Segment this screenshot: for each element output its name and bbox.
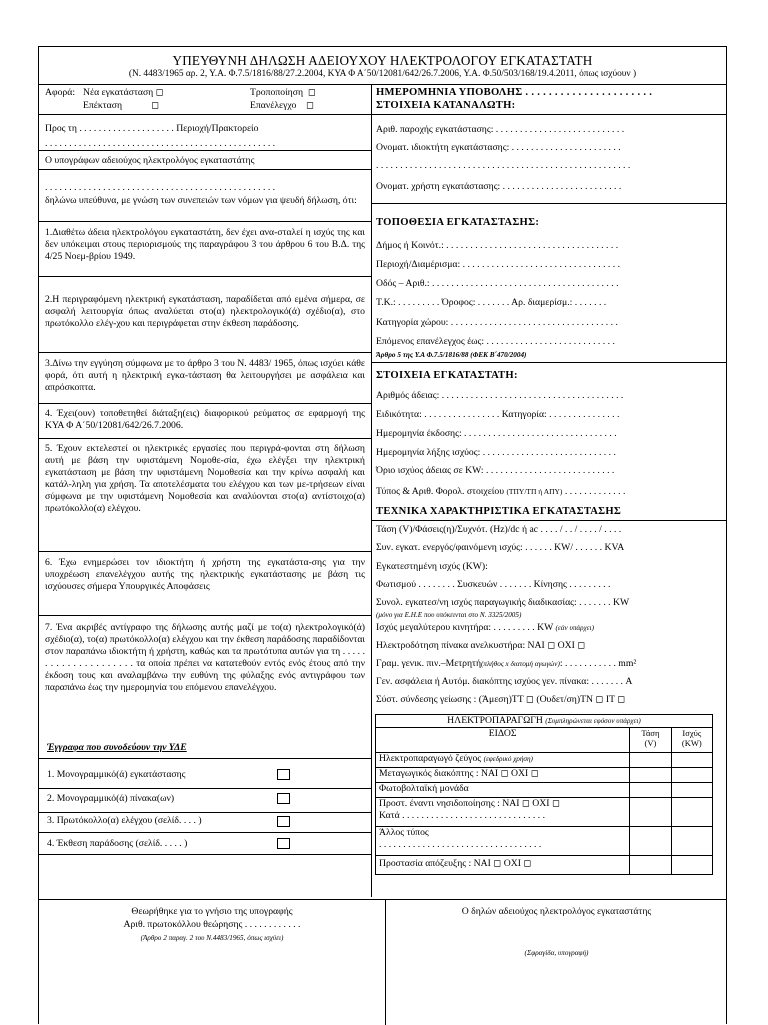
divider [39, 150, 371, 151]
col-power-unit: (KW) [681, 738, 702, 748]
table-row[interactable] [376, 856, 713, 875]
signature-divider [385, 900, 386, 1025]
installed-power-label: Εγκατεστημένη ισχύς (KW): [376, 561, 488, 572]
signatory-label: Ο υπογράφων αδειούχος ηλεκτρολόγος εγκαταστάτης [45, 155, 255, 166]
largest-motor-label: Ισχύς μεγαλύτερου κινητήρα: . . . . . . . . . KW [376, 622, 554, 633]
col-voltage-unit: (V) [644, 738, 657, 748]
divider [39, 352, 371, 353]
row-label: Άλλος τύπος [379, 827, 429, 838]
divider [39, 114, 371, 115]
main-line-dots: : . . . . . . . . . . . mm² [559, 658, 637, 669]
attached-docs-title: Έγγραφα που συνοδεύουν την ΥΔΕ [47, 742, 187, 753]
doc-item-3: 3. Πρωτόκολλο(α) ελέγχου (σελίδ. . . . ) [47, 815, 202, 826]
table-cell [376, 827, 630, 856]
supply-number-field[interactable]: Αριθ. παροχής εγκατάστασης: . . . . . . . . . . . . . . . . . . . . . . . . . . . [376, 124, 625, 135]
owner-name-field[interactable]: Ονοματ. ιδιοκτήτη εγκατάστασης: . . . . . . . . . . . . . . . . . . . . . . . [376, 142, 621, 153]
table-row[interactable] [376, 798, 713, 827]
extension-label: Επέκταση [83, 100, 123, 111]
main-line-label: Γραμ. γενικ. πιν.–Μετρητή [376, 658, 482, 669]
submission-date-field[interactable]: ΗΜΕΡΟΜΗΝΙΑ ΥΠΟΒΟΛΗΣ . . . . . . . . . . . . . . . . . . . . . . [376, 87, 653, 98]
specialty-field[interactable]: Ειδικότητα: . . . . . . . . . . . . . . . . Κατηγορία: . . . . . . . . . . . . . . . [376, 409, 620, 420]
power-limit-field[interactable]: Όριο ισχύος άδειας σε KW: . . . . . . . . . . . . . . . . . . . . . . . . . . . [376, 465, 615, 476]
elevator-supply-field[interactable]: Ηλεκτροδότηση πίνακα ανελκυστήρα: ΝΑΙ ◻ ΟΧΙ ◻ [376, 640, 586, 651]
production-power-note: (μόνο για Ε.Η.Ε που υπόκεινται στο Ν. 3325/2005) [376, 611, 522, 619]
divider [39, 812, 371, 813]
checkbox-icon[interactable]: ◻ [155, 87, 164, 98]
checkbox-icon[interactable]: ◻ [151, 100, 160, 111]
next-inspection-note: Άρθρο 5 της Υ.Α Φ.7.5/1816/88 (ΦΕΚ Β΄470/2004) [376, 351, 527, 359]
divider [39, 276, 371, 277]
tax-document-label: Τύπος & Αριθ. Φορολ. στοιχείου [376, 486, 505, 497]
divider [371, 362, 726, 363]
technical-heading: ΤΕΧΝΙΚΑ ΧΑΡΑΚΤΗΡΙΣΤΙΚΑ ΕΓΚΑΤΑΣΤΑΣΗΣ [376, 506, 622, 517]
doc-item-2: 2. Μονογραμμικό(ά) πίνακα(ων) [47, 793, 175, 804]
row-dots: . . . . . . . . . . . . . . . . . . . . . . . . . . . . . . . . . . [379, 839, 542, 850]
main-line-note: (πλήθος x διατομή αγωγών) [481, 660, 560, 668]
row-label: Προστ. έναντι νησιδοποίησης : ΝΑΙ ◻ ΟΧΙ ◻ [379, 798, 560, 809]
table-row[interactable] [376, 827, 713, 856]
row-label: Φωτοβολταϊκή μονάδα [376, 783, 630, 798]
divider [39, 854, 371, 855]
declarant-label: Ο δηλών αδειούχος ηλεκτρολόγος εγκαταστάτης [461, 906, 652, 917]
divider [371, 520, 726, 521]
active-power-field[interactable]: Συν. εγκατ. ενεργός/φαινόμενη ισχύς: . . . . . . KW/ . . . . . . KVA [376, 542, 625, 553]
street-field[interactable]: Οδός – Αριθ.: . . . . . . . . . . . . . . . . . . . . . . . . . . . . . . . . . . . . . . . [376, 278, 619, 289]
divider [371, 114, 726, 115]
stamp-signature-area[interactable]: (Σφραγίδα, υπογραφή) [524, 949, 589, 957]
form-title: ΥΠΕΥΘΥΝΗ ΔΗΛΩΣΗ ΑΔΕΙΟΥΧΟΥ ΗΛΕΚΤΡΟΛΟΓΟΥ ΕΓΚΑΤΑΣΤΑΤΗ [172, 53, 593, 68]
installer-heading: ΣΤΟΙΧΕΙΑ ΕΓΚΑΤΑΣΤΑΤΗ: [376, 370, 518, 381]
clause-6: 6. Έχω ενημερώσει τον ιδιοκτήτη ή χρήστη της εγκατάστα-σης για την υποχρέωση επανελέγχου αυτής της ηλεκτρικής εγκατάστασης με βάση τις ισχύουσες σήμερα Υπουργικές Αποφάσεις [45, 557, 365, 592]
modification-label: Τροποποίηση [250, 87, 304, 98]
clause-2: 2.Η περιγραφόμενη ηλεκτρική εγκατάσταση, παραδίδεται από εμένα σήμερα, σε ασφαλή λειτουργία όπως αναλύεται στο(α) ηλεκτρολογικό(ά) σχέδιο(α), στο πρωτόκολλο ελέγ-χου και περιγράφεται στην έκθεση παράδοσης. [45, 294, 365, 329]
grounding-system-field[interactable]: Σύστ. σύνδεσης γείωσης : (Άμεση)TT ◻ (Ουδετ/ση)TN ◻ IT ◻ [376, 694, 626, 705]
issue-date-field[interactable]: Ημερομηνία έκδοσης: . . . . . . . . . . . . . . . . . . . . . . . . . . . . . . . . [376, 428, 617, 439]
generation-title: ΗΛΕΚΤΡΟΠΑΡΑΓΩΓΗ [447, 715, 543, 726]
municipality-field[interactable]: Δήμος ή Κοινότ.: . . . . . . . . . . . . . . . . . . . . . . . . . . . . . . . . . . . . [376, 240, 619, 251]
postcode-floor-field[interactable]: Τ.Κ.: . . . . . . . . . Όροφος: . . . . . . . Αρ. διαμερίσμ.: . . . . . . . [376, 297, 607, 308]
voltage-cell[interactable] [630, 798, 671, 827]
space-category-field[interactable]: Κατηγορία χώρου: . . . . . . . . . . . . . . . . . . . . . . . . . . . . . . . . . . . [376, 317, 618, 328]
divider [39, 169, 371, 170]
doc-checkbox-4[interactable] [277, 838, 290, 849]
voltage-cell[interactable] [630, 768, 671, 783]
divider [371, 203, 726, 204]
clause-1: 1.Διαθέτω άδεια ηλεκτρολόγου εγκαταστάτη, δεν έχει ανα-σταλεί η ισχύς της και δεν υπόκειμαι στους περιορισμούς της παραγράφου 3 του άρθρου 6 του Β.Δ. της 4/25 Νοεμ-βρίου 1949. [45, 227, 365, 262]
col-voltage-label: Τάση [641, 728, 660, 738]
doc-item-1: 1. Μονογραμμικό(ά) εγκατάστασης [47, 769, 186, 780]
doc-item-4: 4. Έκθεση παράδοσης (σελίδ. . . . . ) [47, 838, 188, 849]
clause-3: 3.Δίνω την εγγύηση σύμφωνα με το άρθρο 3 του Ν. 4483/ 1965, όπως ισχύει κάθε φορά, ότι αυτή η ηλεκτρική εγκα-τάσταση θα λειτουργήσει με ασφάλεια και απρόσκοπτα. [45, 358, 365, 393]
option-extension[interactable] [83, 100, 159, 112]
afora-label: Αφορά: [45, 87, 76, 98]
clause-5: 5. Έχουν εκτελεστεί οι ηλεκτρικές εργασίες που περιγρά-φονται στη δήλωση αυτή με βάση την υφιστάμενη Νομοθε-σία, έχω ελέγξει την ηλεκτρική εγκατάσταση με βάση την υφιστάμενη Νομοθεσία και την κρίνω ασφαλή και κατάλ-ληλη για χρήση. Τα αποτελέσματα του ελέγχου και των με-τρήσεων είναι σύμφωνα με την υφιστάμενη Νομοθεσία και αναλύονται στο(α) αντίστοιχο(α) πρωτόκολλο(α) ελέγχου. [45, 443, 365, 514]
column-divider [371, 84, 372, 897]
tax-document-field[interactable] [376, 486, 625, 498]
divider [39, 221, 371, 222]
license-number-field[interactable]: Αριθμός άδειας: . . . . . . . . . . . . . . . . . . . . . . . . . . . . . . . . . . . . . . [376, 390, 624, 401]
power-cell[interactable] [671, 798, 712, 827]
largest-motor-note: (εάν υπάρχει) [555, 624, 594, 632]
divider [39, 832, 371, 833]
voltage-cell[interactable] [630, 856, 671, 875]
table-row[interactable] [376, 753, 713, 768]
table-row[interactable] [376, 768, 713, 783]
dots-line[interactable]: . . . . . . . . . . . . . . . . . . . . . . . . . . . . . . . . . . . . . . . . . . . . . . . . [45, 138, 276, 149]
signature-section [38, 899, 727, 1024]
clause-7: 7. Ένα ακριβές αντίγραφο της δήλωσης αυτής μαζί με το(α) ηλεκτρολογικό(ά) σχέδιο(α), το(α) πρωτόκολλο(α) ελέγχου και την έκθεση παράδοσης παραδίδονται στον παραπάνω ιδιοκτήτη ή χρήστη, καθώς και τα πρωτότυπα αυτών για τη . . . . . . . . . . . . . . . . . . . . . τα οποία πρέπει να κατατεθούν εντός ενός έτους από την έκδοση τους και αναλαμβάνω την ευθύνη της φύλαξης ενός αντιγράφου των παραπάνω έως την ημερομηνία του επόμενου επανελέγχου. [45, 622, 365, 693]
next-inspection-field[interactable]: Επόμενος επανέλεγχος έως: . . . . . . . . . . . . . . . . . . . . . . . . . . . [376, 336, 615, 347]
verification-note: (Άρθρο 2 παραγ. 2 του Ν.4483/1965, όπως ισχύει) [140, 934, 284, 942]
table-cell [376, 753, 630, 768]
generation-table [375, 714, 713, 875]
power-cell[interactable] [671, 753, 712, 768]
consumer-heading: ΣΤΟΙΧΕΙΑ ΚΑΤΑΝΑΛΩΤΗ: [376, 100, 516, 111]
production-power-field[interactable]: Συνολ. εγκατεσ/νη ισχύς παραγωγικής διαδικασίας: . . . . . . . KW [376, 597, 630, 608]
generation-header [376, 715, 713, 728]
checkbox-icon[interactable]: ◻ [306, 100, 315, 111]
power-cell[interactable] [671, 768, 712, 783]
col-power [671, 728, 712, 753]
power-cell[interactable] [671, 856, 712, 875]
divider [39, 615, 371, 616]
option-reinspection[interactable] [250, 100, 314, 112]
row-label: Προστασία απόζευξης : ΝΑΙ ◻ ΟΧΙ ◻ [376, 856, 630, 875]
divider [39, 438, 371, 439]
protocol-number-field[interactable]: Αριθ. πρωτοκόλλου θεώρησης . . . . . . . . . . . . [123, 919, 301, 930]
declaration-form [38, 46, 727, 1024]
divider [39, 403, 371, 404]
row-label: Ηλεκτροπαραγωγό ζεύγος [379, 753, 482, 764]
location-heading: ΤΟΠΟΘΕΣΙΑ ΕΓΚΑΤΑΣΤΑΣΗΣ: [376, 217, 540, 228]
generation-note: (Συμπληρώνεται εφόσον υπάρχει) [545, 717, 641, 725]
table-row[interactable] [376, 783, 713, 798]
col-voltage [630, 728, 671, 753]
largest-motor-field[interactable] [376, 622, 594, 634]
divider [39, 551, 371, 552]
main-breaker-field[interactable]: Γεν. ασφάλεια ή Αυτόμ. διακόπτης ισχύος γεν. πίνακα: . . . . . . . A [376, 676, 633, 687]
option-new-install[interactable] [83, 87, 164, 99]
doc-checkbox-3[interactable] [277, 816, 290, 827]
col-power-label: Ισχύς [682, 728, 702, 738]
tax-document-dots: . . . . . . . . . . . . . [564, 486, 626, 497]
power-cell[interactable] [671, 827, 712, 856]
row-dots: Κατά . . . . . . . . . . . . . . . . . . . . . . . . . . . . . . [379, 810, 545, 821]
expiry-date-field[interactable]: Ημερομηνία λήξης ισχύος: . . . . . . . . . . . . . . . . . . . . . . . . . . . . [376, 447, 616, 458]
installer-name-field[interactable]: . . . . . . . . . . . . . . . . . . . . . . . . . . . . . . . . . . . . . . . . . . . . . . . . [45, 182, 276, 193]
row-label: Μεταγωγικός διακόπτης : ΝΑΙ ◻ ΟΧΙ ◻ [376, 768, 630, 783]
voltage-cell[interactable] [630, 753, 671, 768]
doc-checkbox-1[interactable] [277, 769, 290, 780]
area-field[interactable]: Περιοχή/Διαμέρισμα: . . . . . . . . . . . . . . . . . . . . . . . . . . . . . . . . . [376, 259, 621, 270]
voltage-field[interactable]: Τάση (V)/Φάσεις(η)/Συχνότ. (Hz)/dc ή ac . . . . / . . / . . . . / . . . . [376, 524, 622, 535]
divider [39, 758, 371, 759]
reinspection-label: Επανέλεγχο [250, 100, 297, 111]
tax-document-note: (ΤΠΥ/ΤΠ ή ΑΠΥ) [506, 487, 563, 496]
to-region-field[interactable]: Προς τη . . . . . . . . . . . . . . . . . . . . Περιοχή/Πρακτορείο [45, 123, 259, 134]
declaration-intro: δηλώνω υπεύθυνα, με γνώση των συνεπειών των νόμων για ψευδή δήλωση, ότι: [45, 195, 357, 206]
table-cell [376, 798, 630, 827]
main-line-field[interactable] [376, 658, 636, 670]
voltage-cell[interactable] [630, 783, 671, 798]
option-modification[interactable] [250, 87, 316, 99]
title-divider [39, 84, 726, 85]
row-note: (εφεδρικό χρήση) [483, 755, 533, 763]
verified-label: Θεωρήθηκε για το γνήσιο της υπογραφής [131, 906, 293, 917]
user-name-field[interactable]: Ονοματ. χρήστη εγκατάστασης: . . . . . . . . . . . . . . . . . . . . . . . . . [376, 181, 622, 192]
divider [39, 788, 371, 789]
owner-name-cont-field[interactable]: . . . . . . . . . . . . . . . . . . . . . . . . . . . . . . . . . . . . . . . . . . . . . . . . . . . . . [376, 160, 631, 171]
doc-checkbox-2[interactable] [277, 793, 290, 804]
col-type: ΕΙΔΟΣ [376, 728, 630, 753]
voltage-cell[interactable] [630, 827, 671, 856]
load-breakdown-field[interactable]: Φωτισμού . . . . . . . . Συσκευών . . . . . . . Κίνησης . . . . . . . . . [376, 579, 611, 590]
power-cell[interactable] [671, 783, 712, 798]
form-subtitle: (Ν. 4483/1965 αρ. 2, Υ.Α. Φ.7.5/1816/88/27.2.2004, ΚΥΑ Φ Α΄50/12081/642/26.7.2006, Υ.Α. Φ.50/503/168/19.4.2011, όπως ισχύουν ) [128, 69, 637, 79]
clause-4: 4. Έχει(ουν) τοποθετηθεί διάταξη(εις) διαφορικού ρεύματος σε εφαρμογή της ΚΥΑ Φ Α΄50/12081/642/26.7.2006. [45, 408, 365, 431]
new-install-label: Νέα εγκατάσταση [83, 87, 154, 98]
checkbox-icon[interactable]: ◻ [307, 87, 316, 98]
